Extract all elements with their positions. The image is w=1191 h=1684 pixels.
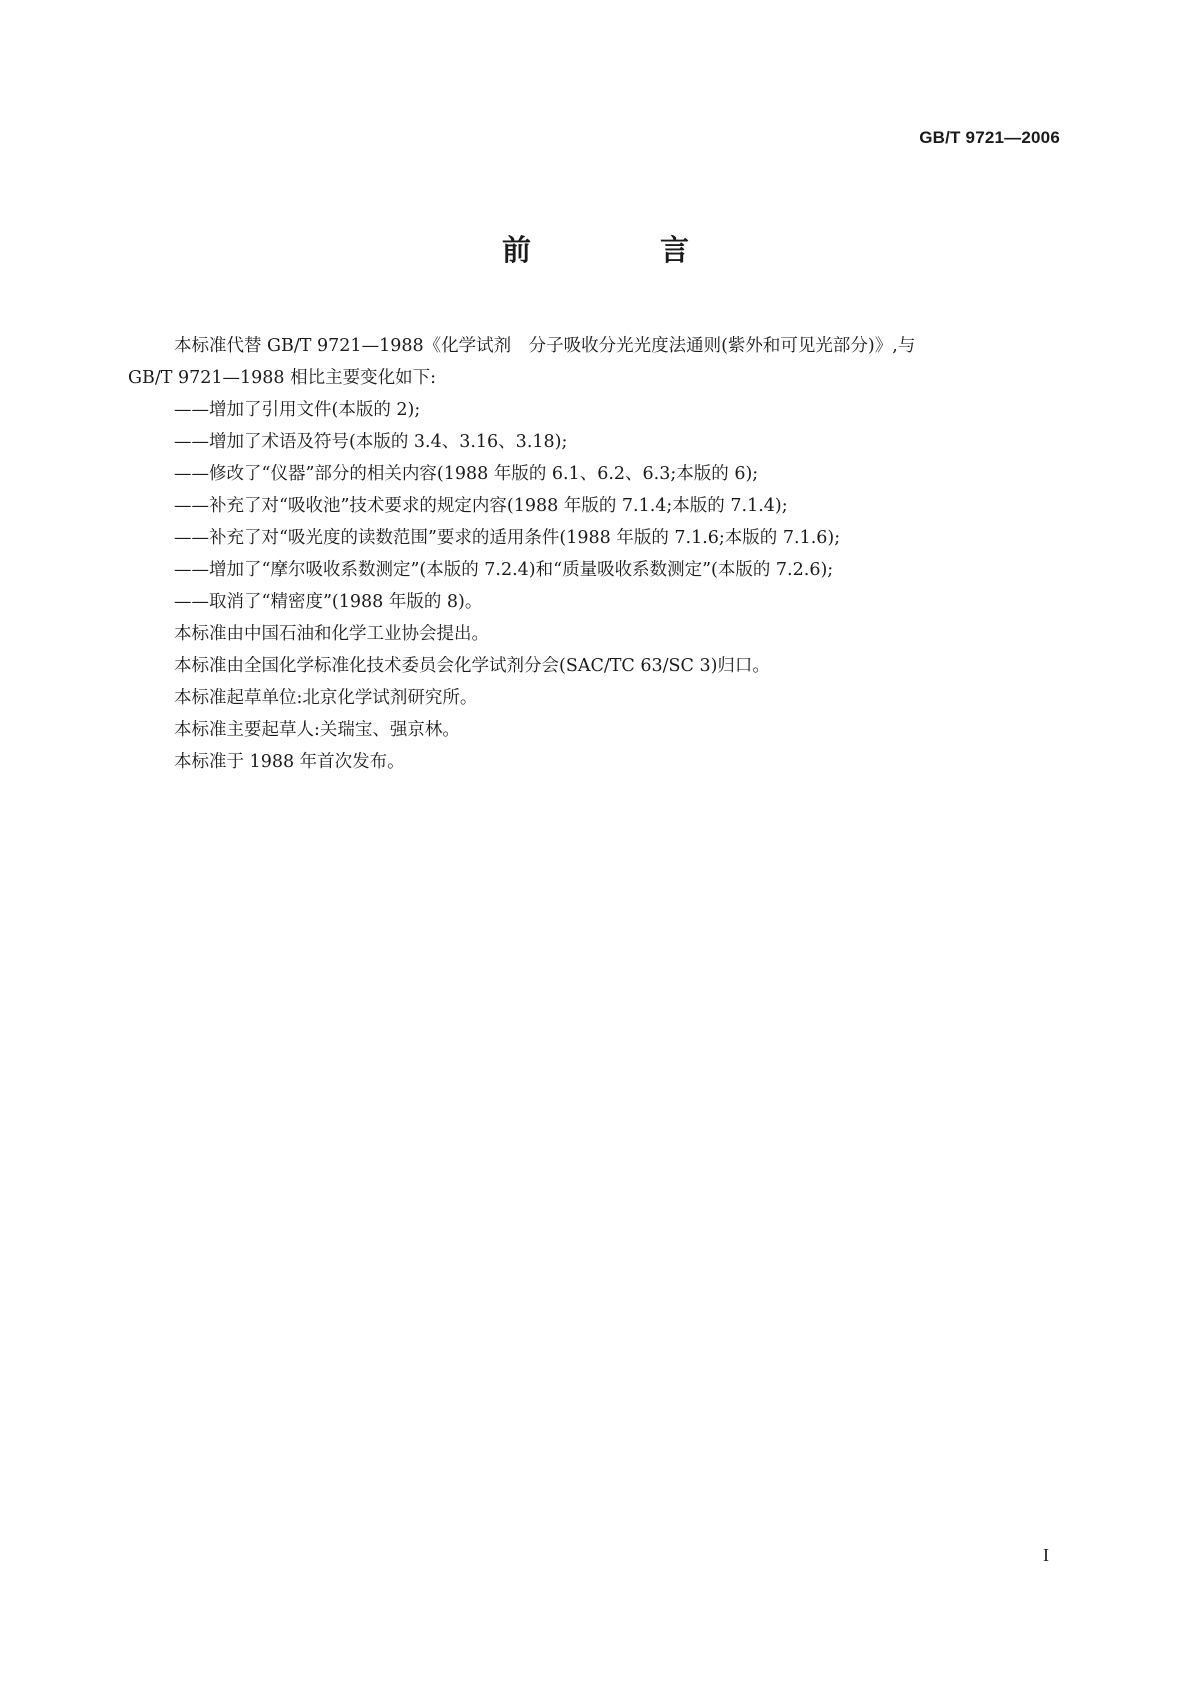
intro-line-2: GB/T 9721—1988 相比主要变化如下: (128, 368, 437, 388)
page-number: I (1043, 1545, 1049, 1565)
intro-line-1: 本标准代替 GB/T 9721—1988《化学试剂 分子吸收分光光度法通则(紫外和可见光部分)》,与 (174, 336, 916, 356)
change-item: ——增加了“摩尔吸收系数测定”(本版的 7.2.4)和“质量吸收系数测定”(本版的 7.2.6); (174, 560, 834, 580)
change-item: ——补充了对“吸收池”技术要求的规定内容(1988 年版的 7.1.4;本版的 7.1.4); (174, 496, 788, 516)
statement-committee: 本标准由全国化学标准化技术委员会化学试剂分会(SAC/TC 63/SC 3)归口。 (174, 656, 770, 676)
change-item: ——补充了对“吸光度的读数范围”要求的适用条件(1988 年版的 7.1.6;本版的 7.1.6); (174, 528, 841, 548)
change-item: ——增加了术语及符号(本版的 3.4、3.16、3.18); (174, 432, 568, 452)
change-item: ——修改了“仪器”部分的相关内容(1988 年版的 6.1、6.2、6.3;本版的 6); (174, 464, 759, 484)
statement-proposer: 本标准由中国石油和化学工业协会提出。 (174, 624, 489, 644)
statement-first-release: 本标准于 1988 年首次发布。 (174, 752, 405, 772)
page-title: 前 言 (501, 233, 739, 267)
change-item: ——增加了引用文件(本版的 2); (174, 400, 421, 420)
change-item: ——取消了“精密度”(1988 年版的 8)。 (174, 592, 483, 612)
foreword-body (128, 330, 1068, 778)
standard-code: GB/T 9721—2006 (919, 128, 1060, 147)
statement-drafting-unit: 本标准起草单位:北京化学试剂研究所。 (174, 688, 478, 708)
statement-drafters: 本标准主要起草人:关瑞宝、强京林。 (174, 720, 460, 740)
